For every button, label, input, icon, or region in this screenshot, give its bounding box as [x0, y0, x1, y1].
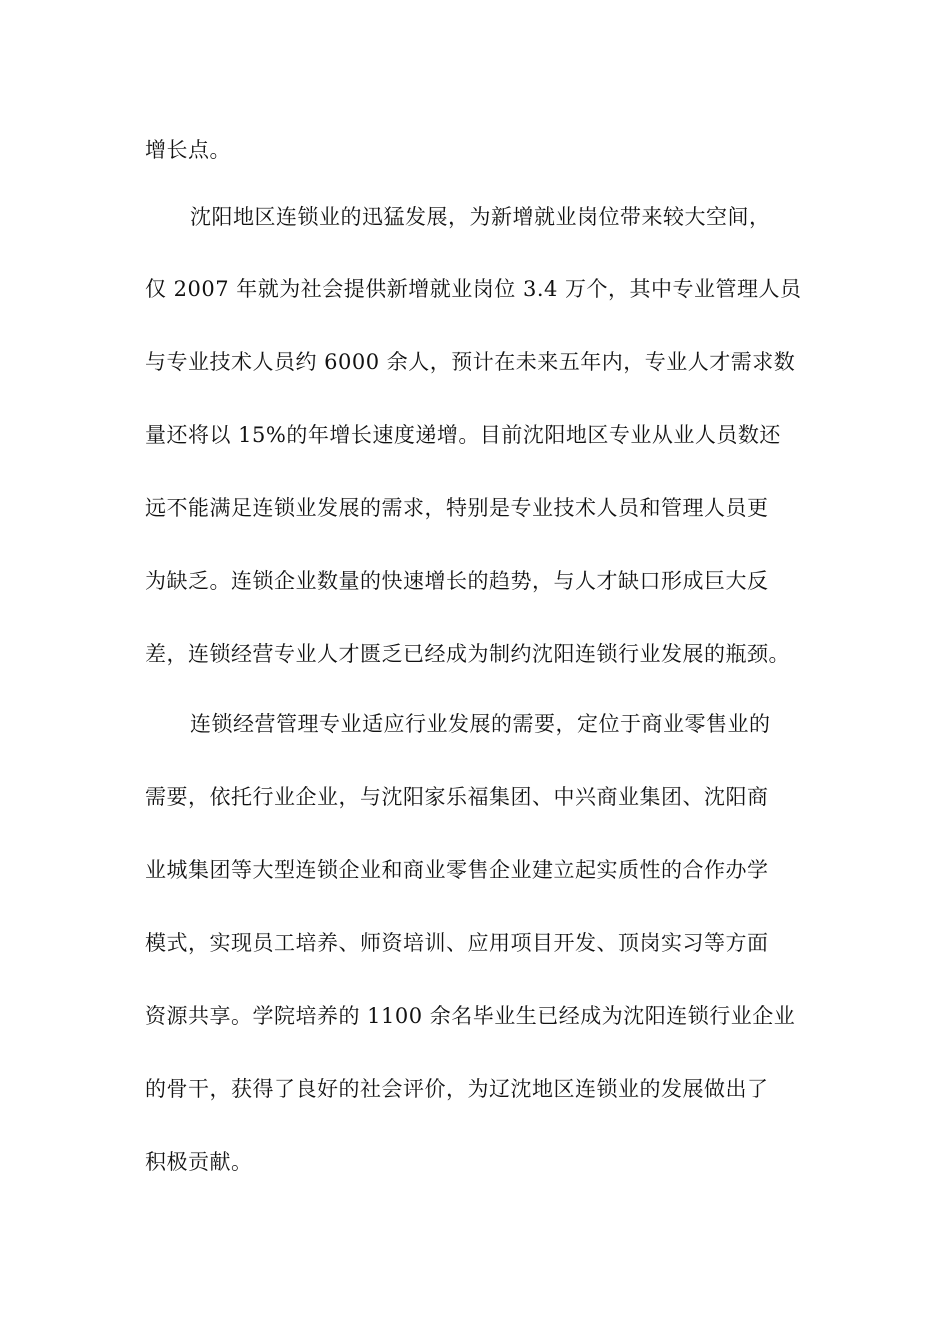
paragraph-start-line: 沈阳地区连锁业的迅猛发展，为新增就业岗位带来较大空间，: [190, 205, 771, 229]
text-line: 差，连锁经营专业人才匮乏已经成为制约沈阳连锁行业发展的瓶颈。: [145, 642, 790, 666]
text-line: 仅 2007 年就为社会提供新增就业岗位 3.4 万个，其中专业管理人员: [145, 277, 802, 301]
text-line: 业城集团等大型连锁企业和商业零售企业建立起实质性的合作办学: [145, 858, 769, 882]
text-line: 的骨干，获得了良好的社会评价，为辽沈地区连锁业的发展做出了: [145, 1077, 769, 1101]
text-line: 增长点。: [145, 138, 231, 162]
text-line: 远不能满足连锁业发展的需求，特别是专业技术人员和管理人员更: [145, 496, 769, 520]
text-line: 资源共享。学院培养的 1100 余名毕业生已经成为沈阳连锁行业企业: [145, 1004, 796, 1028]
text-line: 为缺乏。连锁企业数量的快速增长的趋势，与人才缺口形成巨大反: [145, 569, 769, 593]
text-line: 与专业技术人员约 6000 余人，预计在未来五年内，专业人才需求数: [145, 350, 796, 374]
text-line: 量还将以 15%的年增长速度递增。目前沈阳地区专业从业人员数还: [145, 423, 781, 447]
text-line: 模式，实现员工培养、师资培训、应用项目开发、顶岗实习等方面: [145, 931, 769, 955]
text-line: 积极贡献。: [145, 1150, 253, 1174]
paragraph-start-line: 连锁经营管理专业适应行业发展的需要，定位于商业零售业的: [190, 712, 771, 736]
text-line: 需要，依托行业企业，与沈阳家乐福集团、中兴商业集团、沈阳商: [145, 785, 769, 809]
